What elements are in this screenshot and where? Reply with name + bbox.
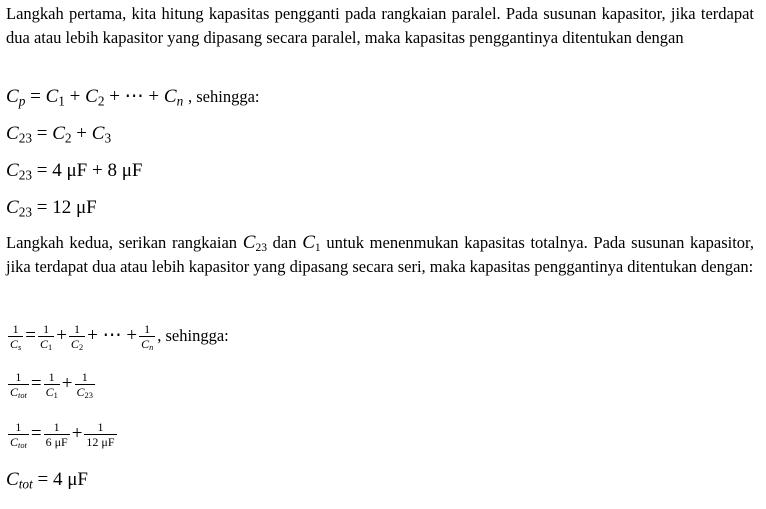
- unit: μF: [67, 469, 88, 490]
- unit: μF: [121, 160, 143, 181]
- equation-c23-result: $C_{23} = 12$ μF: [6, 197, 97, 220]
- value-ctot: 4: [52, 469, 63, 490]
- paragraph-series-intro: Langkah kedua, serikan rangkaian $C_{23}$ dan $C_1$ untuk menenmukan kapasitas totalnya. Pada susunan kapasitor, jika terdapat dua atau lebih kapasitor yang dipasang secara seri, maka kapasitas penggantinya ditentukan dengan:: [6, 232, 754, 276]
- equation-suffix: , sehingga:: [157, 326, 229, 345]
- unit: μF: [66, 160, 88, 181]
- paragraph-parallel-intro: Langkah pertama, kita hitung kapasitas pengganti pada rangkaian paralel. Pada susunan kapasitor, jika terdapat dua atau lebih kapasitor yang dipasang secara paralel, maka kapasitas penggantinya ditentukan dengan: [6, 4, 754, 47]
- equation-ctot-values: $\frac{1}{C_{tot}}$ = $\frac{1}{6 \mu F}$ + $\frac{1}{12 \mu F}$: [10, 420, 115, 451]
- value-c2: 4: [52, 160, 62, 181]
- paragraph-text: untuk menenmukan kapasitas totalnya. Pada susunan kapasitor, jika terdapat dua atau lebih kapasitor yang dipasang secara seri, maka kapasitas penggantinya ditentukan dengan:: [6, 233, 754, 276]
- value-c1: 6: [45, 435, 52, 450]
- unit: μF: [75, 197, 97, 218]
- equation-parallel-formula: $C_p = C_1 + C_2$ + ⋯ + $C_n$ , sehingga:: [6, 86, 260, 109]
- equation-c23-sum: $C_{23} = C_2 + C_3$: [6, 123, 112, 146]
- equation-ctot-result: $C_{tot} = 4$ μF: [6, 469, 88, 492]
- value-c23: 12: [52, 197, 72, 218]
- unit: μF: [54, 435, 68, 450]
- paragraph-text: dan: [266, 233, 303, 252]
- equation-ctot-symbolic: $\frac{1}{C_{tot}}$ = $\frac{1}{C_1}$ + $\frac{1}{C_{23}}$: [10, 370, 93, 401]
- paragraph-text: Langkah kedua, serikan rangkaian: [6, 233, 243, 252]
- value-c23: 12: [86, 435, 99, 450]
- unit: μF: [101, 435, 115, 450]
- equation-c23-values: $C_{23} = 4$ μF + 8 μF: [6, 160, 143, 183]
- value-c3: 8: [107, 160, 117, 181]
- equation-series-formula: $\frac{1}{C_s}$ = $\frac{1}{C_1}$ + $\frac{1}{C_2}$ + ⋯ + $\frac{1}{C_n}$ , sehingga:: [10, 322, 229, 353]
- equation-suffix: , sehingga:: [188, 87, 260, 106]
